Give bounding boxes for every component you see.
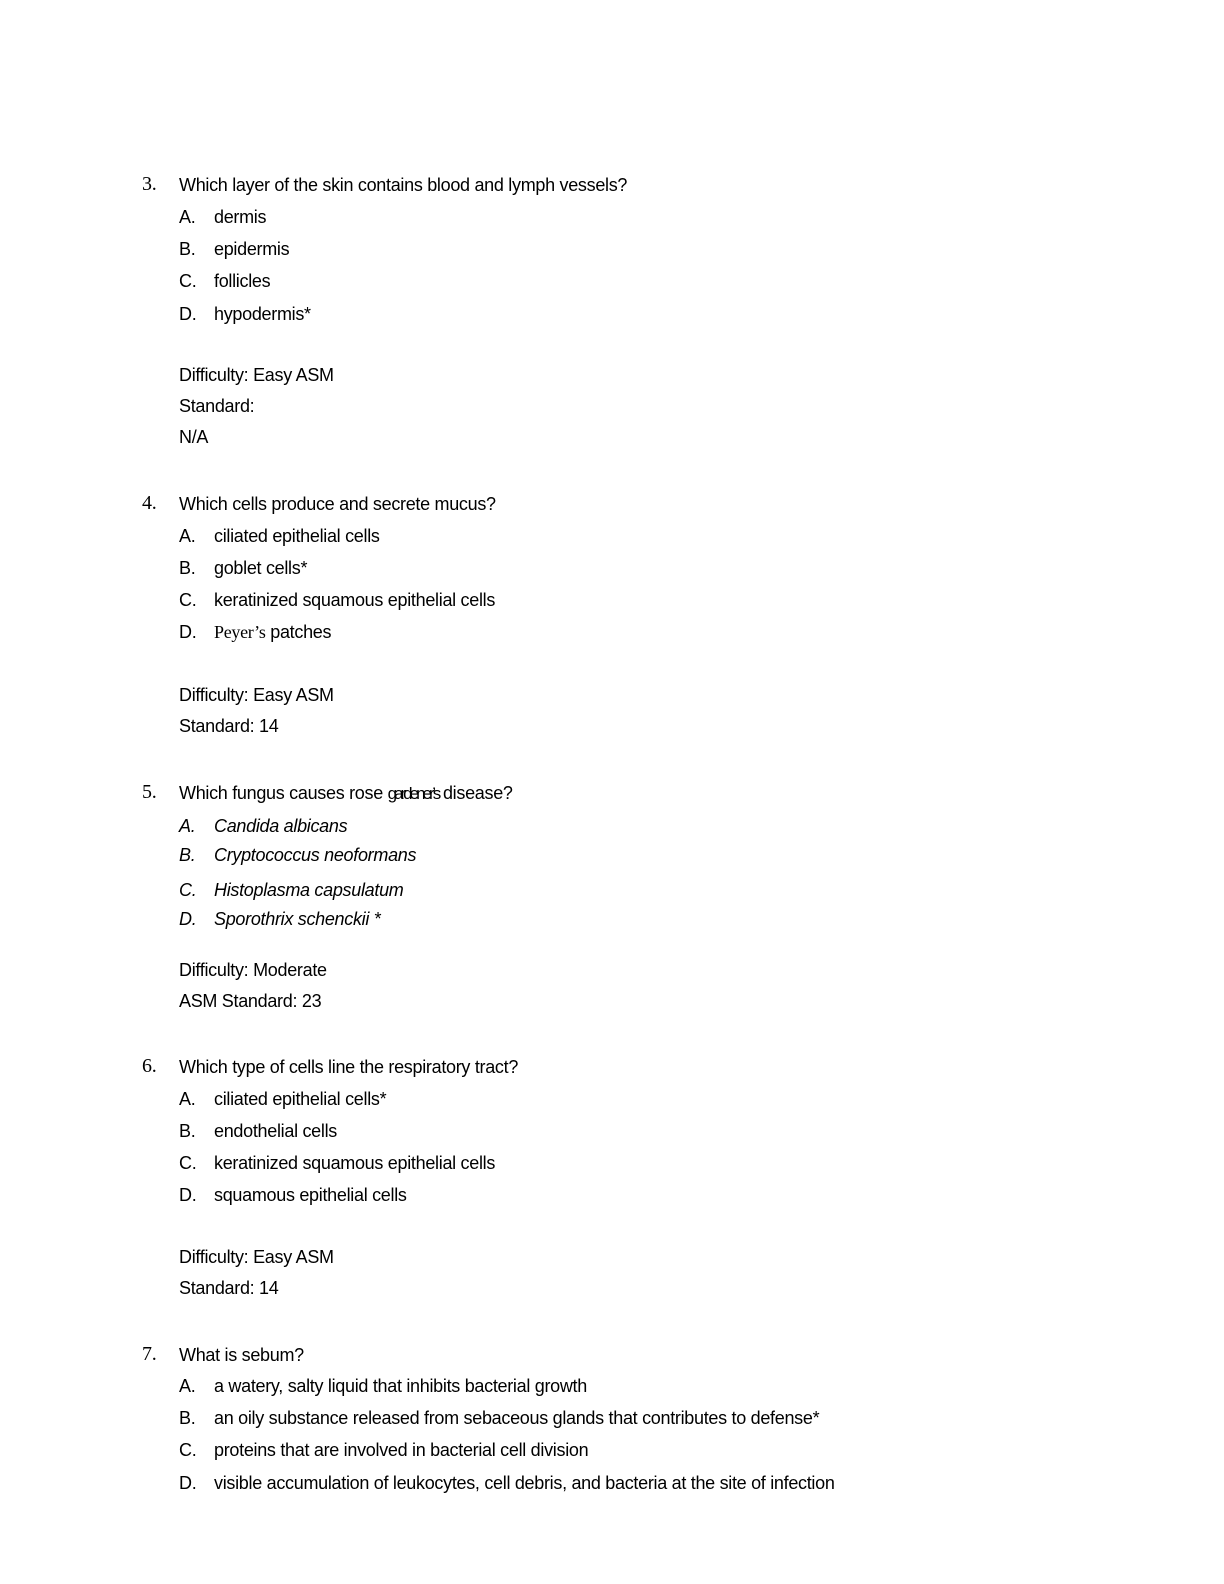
option-c: [179, 589, 495, 611]
option-letter: D.: [179, 1473, 197, 1493]
option-a: [179, 525, 380, 547]
option-text: hypodermis*: [214, 304, 311, 324]
standard-line: Standard: 14: [179, 716, 279, 736]
question-text-squished: gardener’s: [387, 784, 439, 803]
option-d: [179, 621, 331, 643]
standard-line: ASM Standard: 23: [179, 991, 322, 1011]
question-text: What is sebum?: [179, 1345, 304, 1365]
option-text: Histoplasma capsulatum: [214, 880, 404, 900]
option-letter: C.: [179, 1440, 197, 1460]
standard-value: N/A: [179, 427, 209, 447]
option-letter: A.: [179, 526, 196, 546]
option-text: endothelial cells: [214, 1121, 337, 1141]
question-text-after: disease?: [438, 783, 513, 803]
option-text: proteins that are involved in bacterial cell division: [214, 1440, 589, 1460]
option-letter: A.: [179, 1089, 196, 1109]
question-number: 6.: [142, 1055, 157, 1077]
option-letter: D.: [179, 304, 197, 324]
question-text-before: Which fungus causes rose: [179, 783, 388, 803]
option-d: [179, 1184, 407, 1206]
option-text: epidermis: [214, 239, 290, 259]
option-text: keratinized squamous epithelial cells: [214, 590, 496, 610]
option-letter: B.: [179, 1408, 196, 1428]
difficulty-line: Difficulty: Easy ASM: [179, 365, 334, 385]
option-text: patches: [265, 622, 332, 642]
question-number: 5.: [142, 781, 157, 803]
option-b: [179, 557, 307, 579]
option-letter: C.: [179, 590, 197, 610]
standard-line: Standard:: [179, 396, 255, 416]
question-number: 4.: [142, 492, 157, 514]
option-letter: B.: [179, 845, 196, 865]
difficulty-line: Difficulty: Easy ASM: [179, 1247, 334, 1267]
question-number: 3.: [142, 173, 157, 195]
option-a: [179, 206, 266, 228]
option-letter: C.: [179, 271, 197, 291]
question-text: Which type of cells line the respiratory tract?: [179, 1057, 519, 1077]
option-b: [179, 844, 416, 866]
option-d: [179, 908, 380, 930]
option-text: ciliated epithelial cells: [214, 526, 380, 546]
option-a: [179, 815, 347, 837]
option-d: [179, 1472, 835, 1494]
option-text: Candida albicans: [214, 816, 348, 836]
option-letter: A.: [179, 1376, 196, 1396]
option-letter: B.: [179, 239, 196, 259]
option-text: follicles: [214, 271, 271, 291]
option-b: [179, 1407, 819, 1429]
option-b: [179, 1120, 337, 1142]
option-c: [179, 1152, 495, 1174]
option-c: [179, 1439, 588, 1461]
option-letter: A.: [179, 207, 196, 227]
option-text: visible accumulation of leukocytes, cell debris, and bacteria at the site of infection: [214, 1473, 835, 1493]
option-text: Sporothrix schenckii *: [214, 909, 381, 929]
option-b: [179, 238, 289, 260]
option-a: [179, 1375, 587, 1397]
option-text: goblet cells*: [214, 558, 308, 578]
question-number: 7.: [142, 1343, 157, 1365]
option-letter: D.: [179, 622, 197, 642]
option-letter: D.: [179, 909, 197, 929]
option-letter: A.: [179, 816, 196, 836]
option-a: [179, 1088, 386, 1110]
question-text: Which layer of the skin contains blood and lymph vessels?: [179, 175, 628, 195]
option-letter: D.: [179, 1185, 197, 1205]
question-text: Which cells produce and secrete mucus?: [179, 494, 496, 514]
option-text: squamous epithelial cells: [214, 1185, 407, 1205]
difficulty-line: Difficulty: Moderate: [179, 960, 327, 980]
standard-line: Standard: 14: [179, 1278, 279, 1298]
option-text: an oily substance released from sebaceous glands that contributes to defense*: [214, 1408, 820, 1428]
difficulty-line: Difficulty: Easy ASM: [179, 685, 334, 705]
option-d: [179, 303, 311, 325]
option-letter: B.: [179, 558, 196, 578]
option-text: a watery, salty liquid that inhibits bacterial growth: [214, 1376, 587, 1396]
question-text: [179, 782, 513, 805]
option-text-serif: Peyer’s: [214, 622, 266, 642]
option-letter: B.: [179, 1121, 196, 1141]
option-text: Cryptococcus neoformans: [214, 845, 417, 865]
option-c: [179, 270, 270, 292]
option-letter: C.: [179, 880, 197, 900]
option-text: dermis: [214, 207, 267, 227]
option-text: ciliated epithelial cells*: [214, 1089, 387, 1109]
option-letter: C.: [179, 1153, 197, 1173]
option-text: keratinized squamous epithelial cells: [214, 1153, 496, 1173]
option-c: [179, 879, 403, 901]
